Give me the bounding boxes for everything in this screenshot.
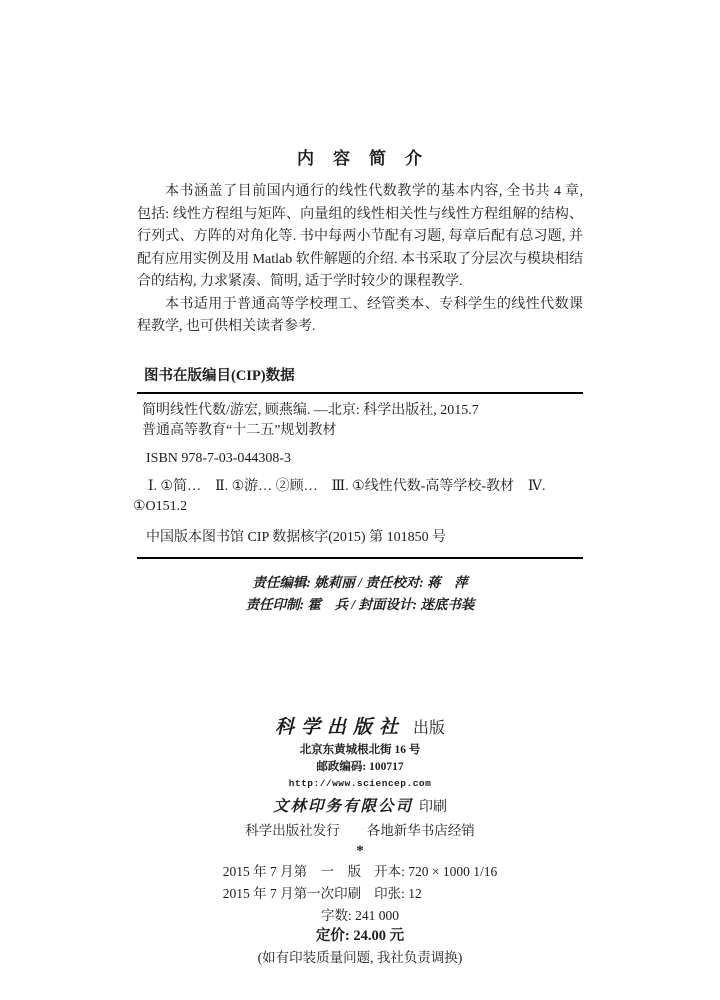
- cip-series-line: 普通高等教育“十二五”规划教材: [142, 422, 337, 438]
- intro-title: 内 容 简 介: [297, 149, 423, 168]
- printing-date: 2015 年 7 月第一次印刷: [222, 885, 362, 901]
- cip-body: [133, 394, 583, 557]
- credits-block: [137, 572, 583, 616]
- cip-classification-overflow: ①O151.2: [133, 498, 188, 514]
- cip-record-line: 中国版本图书馆 CIP 数据核字(2015) 第 101850 号: [146, 529, 447, 545]
- publisher-role-label: 出版: [413, 719, 446, 737]
- quality-notice-line: (如有印装质量问题, 我社负责调换): [257, 949, 463, 965]
- intro-paragraph: 本书涵盖了目前国内通行的线性代数教学的基本内容, 全书共 4 章, 包括: 线性方程组与矩阵、向量组的线性相关性与线性方程组解的结构、行列式、方阵的对角化等. 书中每两小节配有习题, 每章后配有总习题, 并配有应用实例及用 Matlab 软件解题的介绍. 本书采取了分层次与模块相结合的结构, 力求紧凑、简明, 适于学时较少的课程教学.: [137, 184, 583, 289]
- publisher-address: 北京东黄城根北街 16 号: [299, 743, 421, 756]
- printer-name: 文林印务有限公司: [272, 797, 413, 815]
- print-spec-table: [223, 861, 498, 905]
- format-spec: 开本: 720 × 1000 1/16: [374, 863, 498, 879]
- asterisk-divider: *: [356, 842, 364, 859]
- publisher-name: 科学出版社: [274, 716, 405, 738]
- cip-classification-line: Ⅰ. ①简… Ⅱ. ①游… ②顾… Ⅲ. ①线性代数-高等学校-教材 Ⅳ.: [148, 478, 546, 494]
- credits-line-printing: 责任印制: 霍 兵 / 封面设计: 迷底书装: [245, 596, 475, 612]
- publisher-postcode: 邮政编码: 100717: [316, 760, 404, 773]
- printer-role-label: 印刷: [419, 799, 447, 815]
- price-line: 定价: 24.00 元: [315, 927, 405, 944]
- sheets-spec: 印张: 12: [374, 885, 422, 901]
- publisher-line: [137, 715, 583, 742]
- printer-line: [137, 796, 583, 819]
- cip-header: 图书在版编目(CIP)数据: [144, 367, 295, 384]
- edition-date: 2015 年 7 月第 一 版: [222, 863, 362, 879]
- colophon-block: [137, 715, 583, 968]
- cip-isbn-line: ISBN 978-7-03-044308-3: [146, 450, 292, 466]
- publisher-website: http://www.sciencep.com: [288, 777, 432, 789]
- intro-paragraph: 本书适用于普通高等学校理工、经管类本、专科学生的线性代数课程教学, 也可供相关读者参考.: [137, 296, 583, 334]
- credits-line-editors: 责任编辑: 姚莉丽 / 责任校对: 蒋 萍: [252, 574, 468, 590]
- divider: [137, 557, 583, 559]
- distribution-line: 科学出版社发行 各地新华书店经销: [245, 822, 475, 838]
- cip-title-line: 简明线性代数/游宏, 顾燕编. —北京: 科学出版社, 2015.7: [142, 402, 479, 418]
- book-copyright-page: [133, 0, 583, 968]
- cip-block: [133, 364, 583, 559]
- word-count-line: 字数: 241 000: [320, 907, 399, 923]
